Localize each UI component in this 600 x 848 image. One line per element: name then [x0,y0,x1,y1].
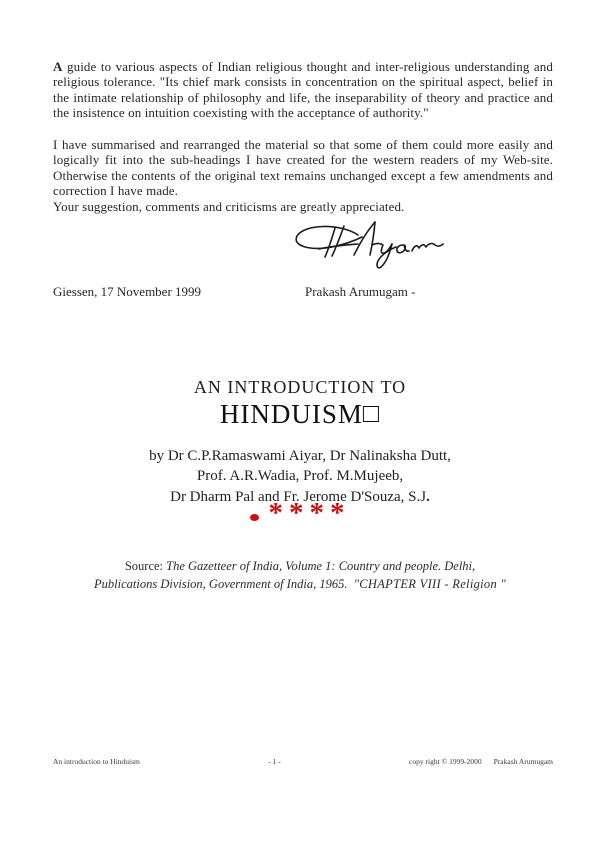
paragraph-text: guide to various aspects of Indian religious thought and inter-religious understanding and religious tolerance. "Its chief mark consists in concentration on the spiritual aspect, belief in the intimate relationship of philosophy and life, the inseparability of theory and practice and the insistence on intuition coexisting with the acceptance of authority." [53,59,553,121]
missing-glyph-box: □ [362,398,381,428]
copyright-author: Prakash Arumugam [493,757,553,766]
chapter-reference: "CHAPTER VIII - Religion " [353,576,506,591]
footer-title: An introduction to Hinduism [53,757,140,766]
dateline [53,284,553,300]
page-number: - 1 - [268,757,281,766]
copyright-text: copy right © 1999-2000 [409,757,482,766]
source-line1: Source: The Gazetteer of India, Volume 1: Country and people. Delhi, [124,559,476,573]
source-label: Source: [124,559,167,573]
red-asterisks: **** [268,497,351,529]
source-citation [0,558,600,593]
title-line2 [0,399,600,430]
intro-paragraph [53,59,553,121]
title-main: HINDUISM [219,399,363,429]
author-name: Prakash Arumugam - [305,284,416,299]
summary-paragraph: I have summarised and rearranged the material so that some of them could more easily and logically fit into the sub-headings I have created for the western readers of my Web-site. Otherwise the contents of the original text remains unchanged except a few amendments and correction I have made. [53,137,553,199]
byline-end-period: . [426,489,430,505]
title-block [0,377,600,430]
paragraph-lead-letter: A [53,59,63,74]
title-line1: AN INTRODUCTION TO [193,377,407,397]
byline-line1: by Dr C.P.Ramaswami Aiyar, Dr Nalinaksha Dutt, [149,448,451,464]
page-footer [53,757,553,766]
footer-copyright [409,757,553,766]
red-dot-icon [250,514,259,521]
feedback-paragraph: Your suggestion, comments and criticisms are greatly appreciated. [53,199,405,214]
place-date: Giessen, 17 November 1999 [53,284,202,299]
byline-line3: Dr Dharm Pal and Fr. Jerome D'Souza, S.J. [170,489,430,505]
byline-line2: Prof. A.R.Wadia, Prof. M.Mujeeb, [196,467,404,484]
signature-image [288,218,444,274]
source-line2: Publications Division, Government of India, 1965. "CHAPTER VIII - Religion " [94,576,506,591]
